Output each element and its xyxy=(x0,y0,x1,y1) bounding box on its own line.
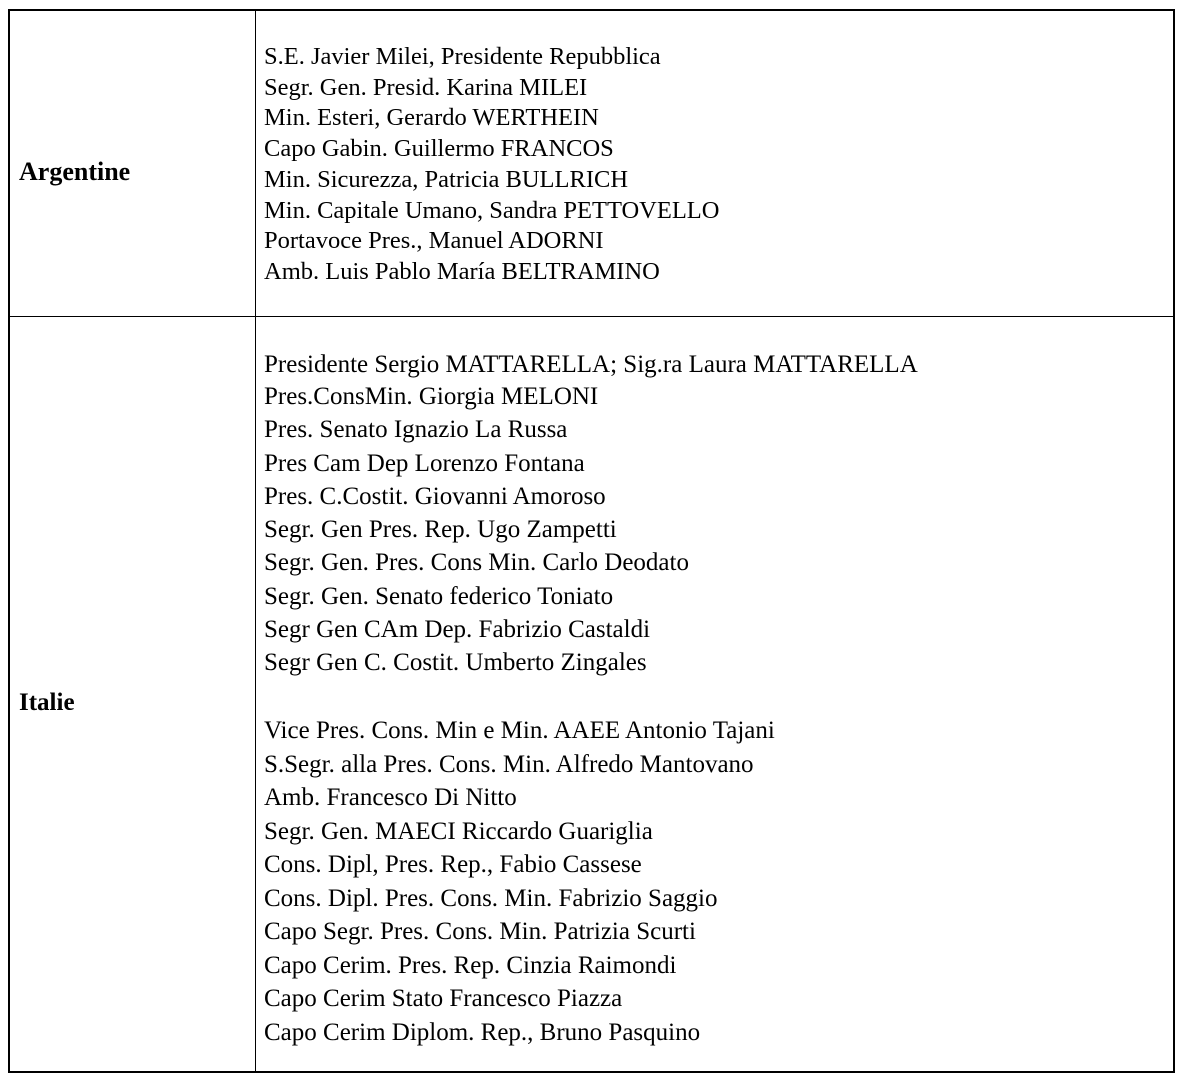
member-item: Capo Cerim Diplom. Rep., Bruno Pasquino xyxy=(264,1018,701,1046)
member-item: Pres Cam Dep Lorenzo Fontana xyxy=(264,449,585,477)
member-item: Segr Gen C. Costit. Umberto Zingales xyxy=(264,649,647,677)
member-item: Segr. Gen. MAECI Riccardo Guariglia xyxy=(264,817,653,845)
member-item: Amb. Francesco Di Nitto xyxy=(264,784,517,811)
member-item: Segr. Gen. Senato federico Toniato xyxy=(264,582,614,610)
country-label-argentine: Argentine xyxy=(19,157,131,186)
member-list-argentine xyxy=(264,42,719,288)
member-item: Segr Gen CAm Dep. Fabrizio Castaldi xyxy=(264,616,651,644)
table-row-italie xyxy=(10,317,1173,1071)
member-item: Segr. Gen. Presid. Karina MILEI xyxy=(264,73,588,101)
member-item: Segr. Gen Pres. Rep. Ugo Zampetti xyxy=(264,516,617,544)
member-item: Capo Cerim. Pres. Rep. Cinzia Raimondi xyxy=(264,951,677,979)
member-item: Min. Sicurezza, Patricia BULLRICH xyxy=(264,165,629,193)
country-label-italie: Italie xyxy=(19,689,75,716)
member-item: Capo Segr. Pres. Cons. Min. Patrizia Scurti xyxy=(264,918,696,945)
member-item: Cons. Dipl. Pres. Cons. Min. Fabrizio Saggio xyxy=(264,884,718,912)
member-item: Pres. Senato Ignazio La Russa xyxy=(264,416,568,444)
delegation-table xyxy=(8,9,1175,1073)
member-item: Capo Gabin. Guillermo FRANCOS xyxy=(264,135,614,163)
member-item: Pres. C.Costit. Giovanni Amoroso xyxy=(264,482,606,510)
member-item: Amb. Luis Pablo María BELTRAMINO xyxy=(264,257,660,285)
member-item: S.E. Javier Milei, Presidente Repubblica xyxy=(264,43,661,70)
member-item: Pres.ConsMin. Giorgia MELONI xyxy=(264,383,599,410)
member-item: Cons. Dipl, Pres. Rep., Fabio Cassese xyxy=(264,851,642,878)
member-list-italie-group2 xyxy=(264,714,775,1049)
member-item: Capo Cerim Stato Francesco Piazza xyxy=(264,985,623,1012)
member-item: Min. Esteri, Gerardo WERTHEIN xyxy=(264,104,599,132)
member-item: Presidente Sergio MATTARELLA; Sig.ra Laura MATTARELLA xyxy=(264,351,918,378)
member-item: S.Segr. alla Pres. Cons. Min. Alfredo Mantovano xyxy=(264,750,754,778)
member-item: Segr. Gen. Pres. Cons Min. Carlo Deodato xyxy=(264,549,689,577)
member-item: Min. Capitale Umano, Sandra PETTOVELLO xyxy=(264,196,720,224)
member-item: Portavoce Pres., Manuel ADORNI xyxy=(264,227,604,255)
member-item: Vice Pres. Cons. Min e Min. AAEE Antonio Tajani xyxy=(264,717,775,744)
member-list-italie-group1 xyxy=(264,350,918,680)
table-row-argentine xyxy=(10,11,1173,317)
